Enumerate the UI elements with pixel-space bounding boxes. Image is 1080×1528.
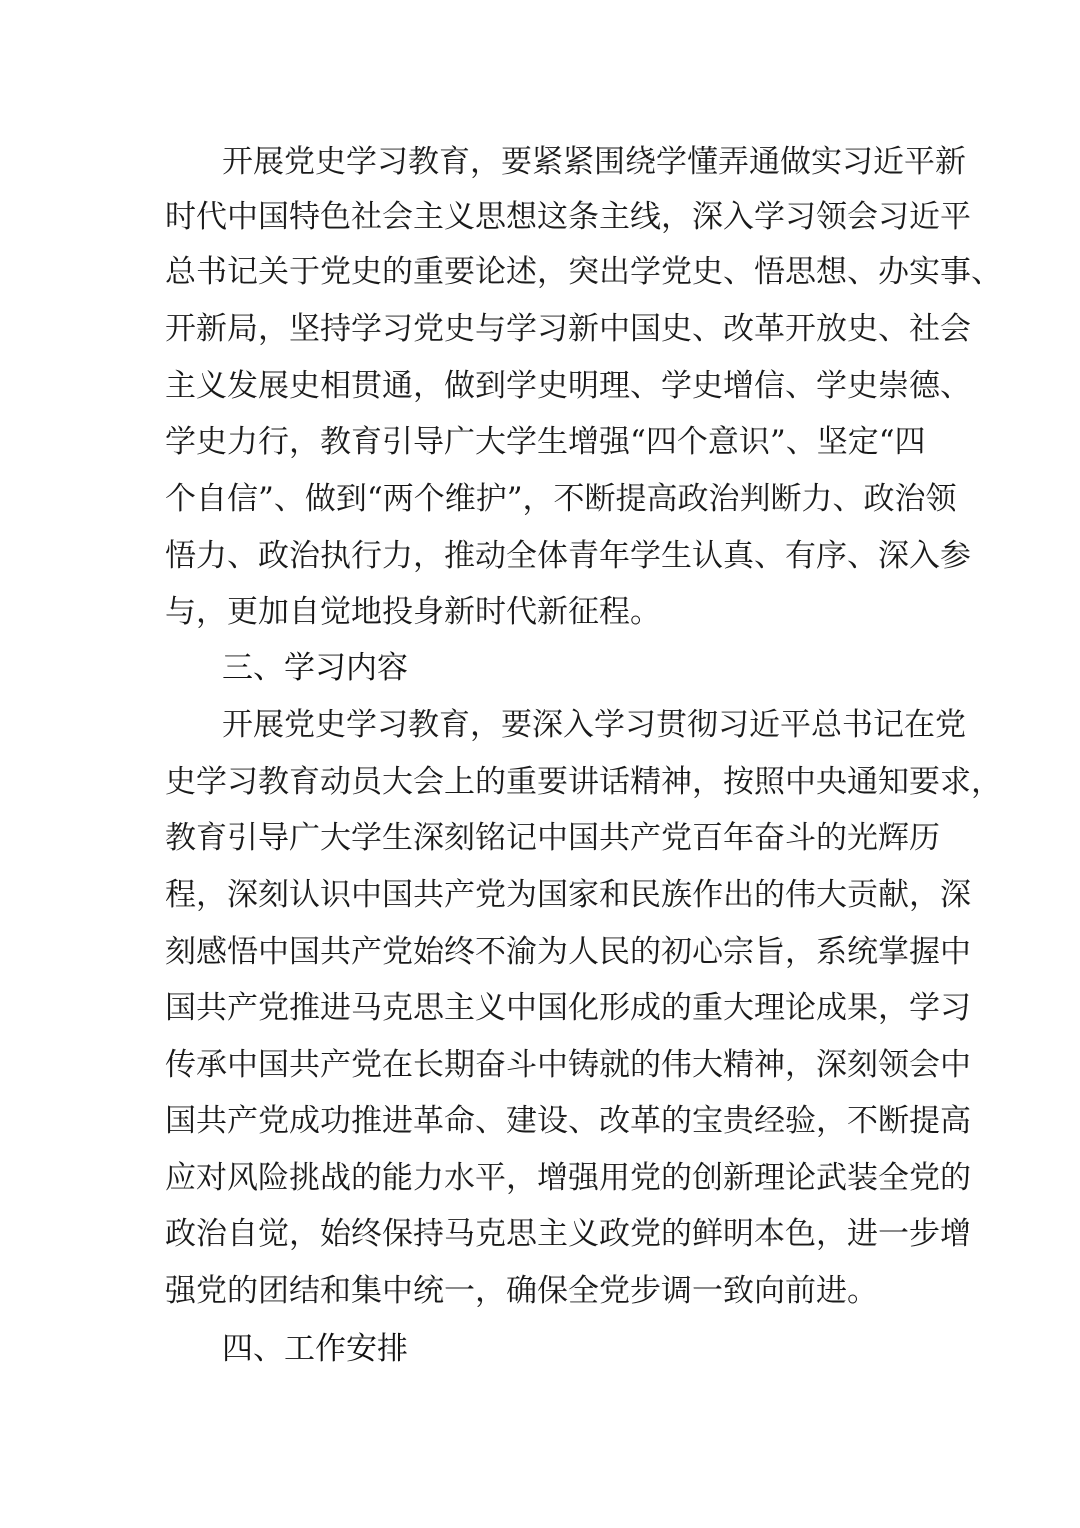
paragraph-line: 教育引导广大学生深刻铭记中国共产党百年奋斗的光辉历 xyxy=(165,820,940,856)
paragraph-line: 政治自觉，始终保持马克思主义政党的鲜明本色，进一步增 xyxy=(165,1216,971,1252)
paragraph-line: 开新局，坚持学习党史与学习新中国史、改革开放史、社会 xyxy=(165,311,971,347)
paragraph-line: 总书记关于党史的重要论述，突出学党史、悟思想、办实事、 xyxy=(165,254,1002,290)
paragraph-line: 开展党史学习教育，要深入学习贯彻习近平总书记在党 xyxy=(222,707,966,743)
paragraph-line: 程，深刻认识中国共产党为国家和民族作出的伟大贡献，深 xyxy=(165,877,971,913)
paragraph-line: 悟力、政治执行力，推动全体青年学生认真、有序、深入参 xyxy=(165,538,971,574)
section-heading: 三、学习内容 xyxy=(222,650,408,686)
paragraph-line: 主义发展史相贯通，做到学史明理、学史增信、学史崇德、 xyxy=(165,368,971,404)
paragraph-line: 与，更加自觉地投身新时代新征程。 xyxy=(165,594,661,630)
paragraph-line: 学史力行，教育引导广大学生增强“四个意识”、坚定“四 xyxy=(165,424,926,460)
paragraph-line: 史学习教育动员大会上的重要讲话精神，按照中央通知要求， xyxy=(165,764,1002,800)
paragraph-line: 应对风险挑战的能力水平，增强用党的创新理论武装全党的 xyxy=(165,1160,971,1196)
paragraph-line: 国共产党成功推进革命、建设、改革的宝贵经验，不断提高 xyxy=(165,1103,971,1139)
paragraph-line: 个自信”、做到“两个维护”，不断提高政治判断力、政治领 xyxy=(165,481,957,517)
paragraph-line: 时代中国特色社会主义思想这条主线，深入学习领会习近平 xyxy=(165,199,971,235)
section-heading: 四、工作安排 xyxy=(222,1331,408,1367)
paragraph-line: 国共产党推进马克思主义中国化形成的重大理论成果，学习 xyxy=(165,990,971,1026)
paragraph-line: 强党的团结和集中统一，确保全党步调一致向前进。 xyxy=(165,1273,878,1309)
paragraph-line: 刻感悟中国共产党始终不渝为人民的初心宗旨，系统掌握中 xyxy=(165,934,971,970)
paragraph-line: 传承中国共产党在长期奋斗中铸就的伟大精神，深刻领会中 xyxy=(165,1047,971,1083)
paragraph-line: 开展党史学习教育，要紧紧围绕学懂弄通做实习近平新 xyxy=(222,144,966,180)
